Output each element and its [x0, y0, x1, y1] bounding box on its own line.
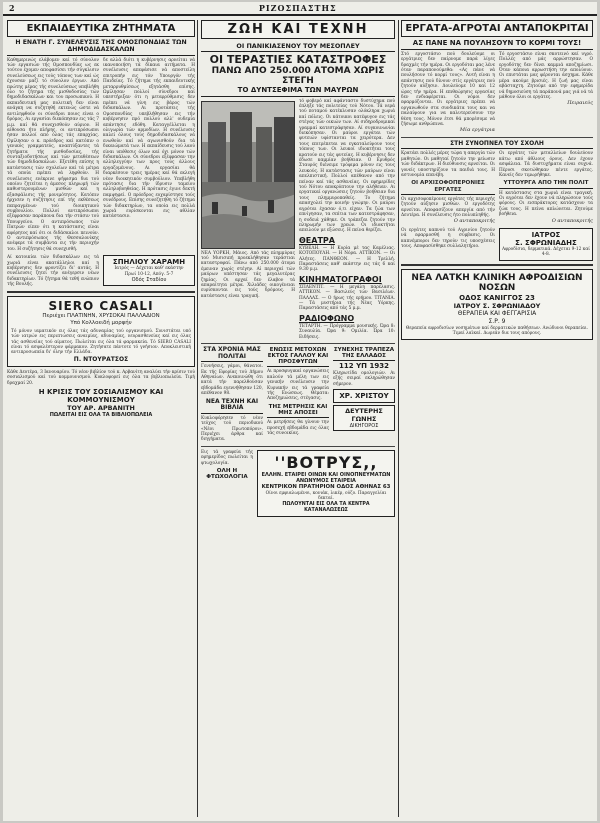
- body-text: Κρατάει πολλές μέρες τώρα η απεργία τών μαθητών. Οι μαθηταί ζητούν την μείωσιν τών διδάκτρων. Η διεύθυνσις αρνείται. Οι γονείς υποστηρίζουν τα παιδιά τους. Η αστυνομία επενέβη. ΟΙ ΑΡΧΙΣΟΦΟΠΕΡΟΝΙΕΣ ΕΡΓΑΤΕΣ Οι αρχισοφοπέρονες εργάτες τής περιοχής ζητούν αύξησιν μισθών. Ο εργοδότης αρνείται. Αποφασίζουν απεργία από τήν Δευτέρα. Η συνέλευσις ήτο πολυπληθής. Ο ανταποκριτής: [401, 151, 495, 225]
- body-text: ΣΠΛΕΝΤΙΤ. — Η μεγάλη παρέλασις. ΑΤΤΙΚΟΝ. — Βασιλεύς τών Βασιλέων. ΠΑΛΛΑΣ. — Ο ήρως τής ερήμου. ΤΙΤΑΝΙΑ. — Τά μυστήρια τής Νέας Υόρκης. Παραστάσεις από τάς 5 μ.μ.: [299, 284, 395, 312]
- ad-doctor: [499, 228, 593, 261]
- column-rule: [398, 20, 399, 817]
- mini-title: ΤΗΣ ΜΕΤΡΗΣΙΣ ΚΑΙ ΜΗΣ ΑΠΟΣΕΙ: [267, 404, 329, 418]
- radio-heading: ΡΑΔΙΟΦΩΝΟ: [299, 313, 355, 323]
- signature: Μία εργάτρια: [459, 127, 495, 134]
- flood-photo: [201, 101, 295, 249]
- body-text: ΝΕΑ ΥΟΡΚΗ, Μάιος. Από τάς πλημμύρας τού Μισισιπή προεκλήθησαν τεράστιαι καταστροφαί. Πάνω από 250.000 άτομα έμειναν χωρίς στέγην. Αί περιοχαί τών μαύρων υπέστησαν τάς μεγαλυτέρας ζημίας. Οι αρχαί δεν έλαβον τά απαραίτητα μέτρα. Χιλιάδες οικογένειαι ευρίσκονται εις τούς δρόμους. Η κατάστασις είναι τραγική.: [201, 250, 295, 299]
- body-text: Αι προσφυγικαί οργανώσεις καλούν τά μέλη των εις γενικήν συνέλευσιν την Κυριακήν εις τά γραφεία τής Ενώσεως. Θέματα: Αποζημιώσεις, στέγασις.: [267, 369, 329, 402]
- ad-row: [7, 255, 195, 287]
- ad-address: Οδός Σταδίου: [131, 277, 167, 284]
- ad-title: SIERO CASALI: [48, 298, 154, 313]
- body-text: Κάθε Δευτέρα, 3 Ιανουαρίου. Τό νέον βιβλίον τού κ. Αρβανίτη αναλύει τήν κρίσιν τού σοσιαλισμού καί τού κομμουνισμού. Κυκλοφορεί εις όλα τα βιβλιοπωλεία. Τιμή δραχμαί 20.: [7, 369, 195, 386]
- ad-votrys: [257, 450, 395, 517]
- ad-title: ΝΕΑ ΛΑΤΚΗ ΚΛΙΝΙΚΗ ΑΦΡΟΔΙΣΙΩΝ ΝΟΣΩΝ: [411, 272, 583, 293]
- article-body: [401, 52, 593, 134]
- ad-address: ΚΕΝΤΡΙΚΟΝ ΠΡΑΤΗΡΙΟΝ ΟΔΟΣ ΑΘΗΝΑΣ 63: [261, 483, 391, 490]
- section-heading: ΕΚΠΑΙΔΕΥΤΙΚΑ ΖΗΤΗΜΑΤΑ: [7, 20, 195, 37]
- article-headline: ΣΤΗ ΣΥΝΟΠΝΕΛ ΤΟΥ ΣΧΟΛΗ: [401, 141, 593, 150]
- book-note: ΠΩΛΕΙΤΑΙ ΕΙΣ ΟΛΑ ΤΑ ΒΙΒΛΙΟΠΩΛΕΙΑ: [49, 412, 153, 419]
- ad-subtitle: ΔΙΚΗΓΟΡΟΣ: [349, 423, 379, 430]
- body-text: Τό εργοστάσιο είναι σκοτεινό καί υγρό. Πολλές από μάς αρρώστησαν. Ο εργοδότης δεν δίνει καμμιά αποζημίωσι. Όταν κάποια αρρωστήση την απολύουν. Οι επιστάται μας φέρονται άσχημα. Κάθε μέρα ακούμε βρισιές. Η ζωή μας είναι αβάσταχτη. Ζητούμε από την εφημερίδα νά δημοσιεύση τά παράπονά μας γιά νά τά μάθουν όλοι οι εργάτες. Πειραιεύς: [499, 51, 593, 107]
- ad-title: ΧΡ. ΧΡΙΣΤΟΥ: [339, 392, 389, 401]
- book-title: Η ΚΡΙΣΙΣ ΤΟΥ ΣΟΣΙΑΛΙΣΜΟΥ ΚΑΙ ΚΟΜΜΟΥΝΙΣΜΟΥ: [38, 387, 164, 404]
- ad-lawyer: [333, 405, 395, 431]
- book-author: ΤΟΥ ΑΡ. ΑΡΒΑΝΙΤΗ: [67, 404, 135, 413]
- body-text: τό φοβερό καί αφάνταστο δυστύχημα πού έπληξε τάς πολιτείας τού Νότου. Τά νερά τού ποταμού κατέκλυσαν ολόκληρα χωριά καί πόλεις. Οι κάτοικοι κατέφυγον εις τάς στέγας τών οικιών των. Αί σιδηροδρομικαί γραμμαί κατεστράφησαν. Αί συγκοινωνίαι διεκόπησαν. Οι μαύροι εργάται τών φυτειών υφίστανται τα χειρότερα. Δεν τους επιτρέπεται να εγκαταλείψουν τους τόπους των. Οι λευκοί ιδιοκτήται τους κρατούν εις τάς φυτείας. Η κυβέρνησις δεν έδωσε καμμίαν βοήθειαν. Ο Ερυθρός Σταυρός διένειμε τρόφιμα μόνον εις τους λευκούς. Η κατάστασις τών μαύρων είναι απελπιστική. Πολλοί απέθανον από την πείναν καί τάς ασθενείας. Οι εφημερίδες τού Νότου αποκρύπτουν την αλήθειαν. Αι εργατικαί οργανώσεις ζητούν βοήθειαν δια τους πλημμυροπαθείς. Το ζήτημα απασχολεί την κοινήν γνώμην. Οι μαύροι αγρόται έχασαν ό,τι είχαν. Τα ζώα των επνίγησαν, τα σπίτια των κατεστράφησαν, η σοδειά χάθηκε. Οι τράπεζαι ζητούν την πληρωμήν των χρεών. Οι ιδιοκτήται απειλούν με εξώσεις. Η πείνα θερίζει.: [299, 98, 395, 234]
- ad-subtitle: Περιέχει ΠΛΑΤΙΝΗΝ, ΧΡΥΣΟΚΑΙ ΠΑΛΛΑΔΙΟΝ: [42, 312, 160, 319]
- paper-name: ΡΙΖΟΣΠΑΣΤΗΣ: [258, 3, 337, 13]
- body-text: Γεννήσεις, γάμοι, θάνατοι. Εκ τής Εφορίας τού Δήμου Αθηναίων. Ανεκοινώθη ότι κατά τήν παρελθούσαν εβδομάδα εγεννήθησαν 120, απέθανον 98.: [201, 364, 263, 397]
- bank-number: 112 ΥΠ 1932: [339, 362, 389, 371]
- ad-charami: [103, 255, 195, 287]
- article-headline: ΟΙ ΑΡΧΙΣΟΦΟΠΕΡΟΝΙΕΣ ΕΡΓΑΤΕΣ: [401, 180, 495, 194]
- running-head: [3, 2, 597, 16]
- ad-title: ''ΒΟΤΡΥΣ,,: [274, 452, 378, 472]
- body-text: Αί κατοικίαι τών διδασκάλων εις τά χωριά είναι ακατάλληλοι καί η κυβέρνησις δεν φροντίζει δι' αυτάς. Η συνέλευσις ζητεί τήν ανέγερσιν νέων διδακτηρίων. Τό ζήτημα θά τεθή ενώπιον τής Βουλής.: [7, 255, 99, 288]
- ad-agent-name: Π. ΝΤΟΥΡΑΤΣΟΣ: [73, 355, 129, 363]
- article-headline: ΟΙ ΤΕΡΑΣΤΙΕΣ ΚΑΤΑΣΤΡΟΦΕΣ: [209, 53, 387, 66]
- column-right: [401, 20, 593, 817]
- ad-title: ΙΑΤΡΟΣ: [531, 230, 561, 239]
- signature: Πειραιεύς: [567, 100, 593, 107]
- mini-title: ΣΤΑ ΧΡΟΝΙΑ ΜΑΣ ΠΟΛΙΤΑΙ: [201, 347, 263, 362]
- body-text: ΤΕΤΑΡΤΗ. — Πρόγραμμα μουσικής. Ώρα 8: Συναυλία. Ώρα 9: Ομιλία. Ώρα 10: Ειδήσεις.: [299, 323, 395, 340]
- photo-illustration: [202, 102, 295, 249]
- body-text: Κληρωτίδα ομολογιών. Αι εξής σειραί εκληρώθησαν σήμερον.: [333, 370, 395, 387]
- ad-address: ΟΔΟΣ ΚΑΝΙΓΓΟΣ 23: [459, 293, 535, 302]
- article-headline: ΑΣ ΠΑΝΕ ΝΑ ΠΟΥΛΗΣΟΥΝ ΤΟ ΚΟΡΜΙ ΤΟΥΣ!: [401, 40, 593, 50]
- signature: Ο ανταποκριτής: [551, 217, 593, 224]
- body-text: Αφροδίσια, δερματικά. Δέχεται 9-12 καί 4-8.: [502, 246, 590, 258]
- article-subheadline: ΤΟ ΔΥΝΤΣΕΦΙΜΑ ΤΩΝ ΜΑΥΡΩΝ: [201, 87, 395, 97]
- newspaper-page: [3, 2, 597, 821]
- ad-title: ΣΠΗΛΙΟΥ ΧΑΡΑΜΗ: [112, 258, 186, 267]
- theatre-heading: ΘΕΑΤΡΑ: [299, 235, 335, 245]
- body-text: Οίνοι εμφιαλωμένοι, κονιάκ, λικέρ, ούζο. Παραγγελίαι δεκταί.: [265, 490, 387, 502]
- ad-doctor-name: ΙΑΤΡΟΥ Σ. ΣΦΡΩΝΙΑΔΟΥ: [453, 301, 541, 310]
- ad-siero-casali: [7, 296, 195, 367]
- body-text: δε αλλά διότι η κυβέρνησις αρνείται νά ικανοποιήση τά δίκαια αιτήματα. Η συνέλευσις απεφάσισε νά αποστείλη επιτροπήν εις τόν Υπουργόν τής Παιδείας. Τό ζήτημα τής εκπαιδευτικής μεταρρυθμίσεως εξητάσθη επίσης. Ωμίλησαν πολλοί σύνεδροι καί υπεστήριξαν ότι η μεταρρύθμισις δεν πρέπει νά γίνη εις βάρος τών διδασκάλων. Αι προτάσεις τής Ομοσπονδίας υπεβλήθησαν εις τήν κυβέρνησιν πρό πολλού αλλ' ουδεμία απάντησις εδόθη. Καταγγέλλεται η ολιγωρία τών αρμοδίων. Η συνέλευσις καλεί όλους τούς δημοδιδασκάλους νά ενωθούν καί νά αγωνισθούν δια τά δικαιώματά των. Η εκπαίδευσις τού λαού είναι υπόθεσις όλων καί όχι μόνον τών διδασκάλων. Οι σύνεδροι εξέφρασαν την αλληλεγγύην των προς τούς άλλους εργαζομένους. Αι εργασίαι θά διαρκέσουν τρεις ημέρας καί θά εκλεγή νέον διοικητικόν συμβούλιον. Υπεβλήθη πρότασις δια τήν ίδρυσιν ταμείου αλληλοβοηθείας. Η πρότασις έγινε δεκτή παμψηφεί. Ο πρόεδρος ευχαρίστησε τούς συνέδρους. Επίσης συνεζητήθη τό ζήτημα τών διδακτηρίων, τα οποία εις πολλά χωριά ευρίσκονται εις αθλίαν κατάστασιν.: [103, 57, 195, 220]
- mini-title: ΝΕΑ ΤΕΧΝΗ ΚΑΙ ΒΙΒΛΙΑ: [201, 399, 263, 414]
- ad-christou: [333, 389, 395, 403]
- signature: Ο ανταποκριτής: [453, 218, 495, 225]
- article-headline: ΥΤΤΟΥΡΓΑ ΑΠΟ ΤΗΝ ΠΟΛΙΤ: [499, 180, 593, 188]
- section-heading: ΕΡΓΑΤΑ-ΑΓΡΟΤΑΙ ΑΝΤΑΠΟΚΡΙΤΑΙ: [401, 20, 593, 37]
- column-rule: [197, 20, 198, 817]
- mini-ads: [201, 347, 395, 443]
- body-text: Οι εργάτες καπνού τού Αγρινίου ζητούν νά εφαρμοσθή η σύμβασις. Οι καπνέμποροι δεν τηρούν τις υποσχέσεις τους. Αποφασίσθηκε συλλαλητήριο.: [401, 227, 495, 249]
- mini-title: ΕΝΩΣΙΣ ΜΕΤΟΧΩΝ ΕΚΤΟΣ ΓΑΛΛΟΥ ΚΑΙ ΠΡΟΣΦΥΓΩΝ: [267, 347, 329, 367]
- ad-hours: Σ.Ρ. 9: [488, 317, 506, 325]
- bottom-ad-title: ΟΛΗ Η ΦΤΩΧΟΛΟΓΙΑ: [206, 468, 248, 481]
- article-headline: Η ΕΝΑΤΗ Γ. ΣΥΝΕΛΕΥΣΙΣ ΤΗΣ ΟΜΟΣΠΟΝΔΙΑΣ ΤΩΝ ΔΗΜΟΔΙΔΑΣΚΑΛΩΝ: [7, 40, 195, 56]
- body-text: Θεραπεία αφροδισίων νοσημάτων καί δερματικών παθήσεων. Ανώδυνοι θεραπείαι. Τιμαί λαϊκαί. Δωρεάν δια τους απόρους.: [405, 325, 589, 336]
- body-text: Αι μετρήσεις θα γίνουν την προσεχή εβδομάδα εις όλας τάς συνοικίας.: [267, 420, 329, 436]
- body-text: Κυκλοφόρησεν τό νέον τεύχος τού περιοδικού «Νέοι Πρωτοπόροι». Περιέχει άρθρα καί διηγήματα.: [201, 415, 263, 443]
- page-number: 2: [9, 3, 15, 13]
- ad-subtitle: ΕΛΛΗΝ. ΕΤΑΙΡΕΙ ΟΙΝΩΝ ΚΑΙ ΟΙΝΟΠΝΕΥΜΑΤΩΝ ΑΝΩΝΥΜΟΣ ΕΤΑΙΡΕΙΑ: [261, 471, 391, 484]
- body-text: Εις τά γραφεία τής εφημερίδος πωλείται η φτωχολογία.: [201, 449, 253, 466]
- column-middle: [201, 20, 395, 817]
- ad-title: ΔΕΥΤΕΡΗΣ ΓΩΝΗΣ: [345, 407, 383, 424]
- body-text: Ιατρός — Δέχεται καθ' εκάστην Πρωί 10-12, Απόγ. 5-7: [114, 266, 184, 277]
- ad-doctor-name: Σ. ΣΦΡΩΝΙΑΔΗΣ: [515, 238, 577, 247]
- body-text: Στό εργοστάσιο πού δουλεύομε οι εργάτριες δεν παίρνομε παρά λίγες δραχμές τήν ημέρα. Οι εργοδόται μας λένε όταν παραπονούμεθα: «Ας πάνε νά πουλήσουν τό κορμί τους». Αυτή είναι η απάντησις πού δίνουν στίς εργάτριες πού ζητούν αύξησιν. Δουλεύομε 10 καί 12 ώρες τήν ημέρα. Η επιθεώρησις εργασίας δεν ενδιαφέρεται. Οι νόμοι δεν εφαρμόζονται. Οι εργάτριες πρέπει νά οργανωθούν στα συνδικάτα τους και να παλαίψουν για να καλυτερεύσουν την θέση τους. Μόνον έτσι θά μπορέσομε νά ζήσωμε ανθρώπινα. Μία εργάτρια: [401, 51, 495, 134]
- cinema-heading: ΚΙΝΗΜΑΤΟΓΡΑΦΟΙ: [299, 274, 382, 284]
- body-text: Τό μόνον ιαματικόν εις όλας τάς αδυναμίας τού οργανισμού. Συνιστάται υπό τών ιατρών εις περιπτώσεις αναιμίας, αδυναμίας, νευρασθενείας καί εις όλας τάς ασθενείας τού αίματος. Πωλείται εις όλα τά φαρμακεία. Τό SIERO CASALI είναι τό ασφαλέστερον φάρμακον. Ζητήσατε πάντοτε τό γνήσιον. Αποκλειστική αντιπροσωπεία δι' όλην τήν Ελλάδα.: [11, 328, 191, 356]
- article-kicker: ΟΙ ΠΑΝΙΚΙΑΣΕΝΟΥ ΤΟΥ ΜΕΣΟΠΛΕΥ: [201, 42, 395, 52]
- ad-note: ΘΕΡΑΠΕΙΑ ΚΑΙ ΦΕΓΓΑΡΙΣΙΑ: [457, 309, 537, 317]
- section-heading: ΖΩΗ ΚΑΙ ΤΕΧΝΗ: [201, 20, 395, 39]
- body-text: ΚΥΒΕΛΗ. — Η Κυρία μέ τας Καμέλιας. ΚΟΤΟΠΟΥΛΗ. — Η Νόρα. ΑΤΤΙΚΟΝ. — Οι Αλήτες. ΠΑΝΘΕΟΝ. — Η Τρελλή. Παραστάσεις καθ' εκάστην εις τάς 6 καί 9.30 μ.μ.: [299, 245, 395, 273]
- article-subheadline: ΠΑΝΩ ΑΠΟ 250.000 ΑΤΟΜΑ ΧΩΡΙΣ ΣΤΕΓΗ: [211, 66, 385, 86]
- mini-title: ΣΥΝΕΧΗΣ ΤΡΑΠΕΖΑ ΤΗΣ ΕΛΛΑΔΟΣ: [333, 347, 395, 361]
- column-left: [7, 20, 195, 817]
- article-body: [7, 58, 195, 253]
- ad-clinic: [401, 269, 593, 341]
- body-text: Οι εργάτες τών μεταλλείων δουλεύουν κάτω από άθλιους όρους. Δεν έχουν ασφάλεια. Τά δυστυχήματα είναι συχνά. Πέρυσι σκοτώθηκαν πέντε εργάτες. Κανείς δεν τιμωρήθηκε. ΥΤΤΟΥΡΓΑ ΑΠΟ ΤΗΝ ΠΟΛΙΤ Η κατάστασις στα χωριά είναι τραγική. Οι αγρόται δεν έχουν νά πληρώσουν τούς φόρους. Οι εισπράκτορες κατάσχουν τα ζώα τους. Η πείνα απλώνεται. Ζητούμε βοήθεια. Ο ανταποκριτής: [499, 151, 593, 224]
- ad-footer: ΠΩΛΟΥΝΤΑΙ ΕΙΣ ΟΛΑ ΤΑ ΚΕΝΤΡΑ ΚΑΤΑΝΑΛΩΣΕΩΣ: [282, 501, 370, 513]
- body-text: Καθημερινώς ελάβομεν καί τό σύνολον τών εργασιών τής Ομοσπονδίας ως εκ τούτου έχομεν αποφασίσει τήν σύγκλισιν συνελεύσεως εις τούς τόπους των καί ώς έχουσαν μαζί τό σύνολον έργων. Από πρώτης μέρας τής συνελεύσεως υπεβλήθη όλο το ζήτημα τής μισθοδοσίας τών δημοδιδασκάλων και του προσωπικού. Η εκπαιδευτική μας πολιτική δεν είναι ανάγκη να συζητηθή εκτενώς ώστε νά αντιληφθούν οι σύνεδροι ποιος είναι ο δρόμος. Αι εργασίαι διεκόπησαν εις τάς 7 μ.μ. καί θά συνεχισθούν αύριον. Η αίθουσα ήτο πλήρης, οι αντιπρόσωποι ήσαν πολλοί από όλας τάς επαρχίας. Ομίλησαν ο κ. πρόεδρος καί κατόπιν ο γενικός γραμματεύς, αναπτύξαντες τά ζητήματα τής μισθοδοσίας, τής συνταξιοδοτήσεως καί τών μεταθέσεων τών δημοδιδασκάλων. Εξετέθη επίσης η κατάστασις τών σχολείων καί τά μέτρα τά οποία πρέπει νά ληφθούν. Η συνέλευσις ενέκρινε ψήφισμα δια τού οποίου ζητείται η άμεσος πληρωμή τών καθυστερουμένων μισθών καί η εξασφάλισις τής μονιμότητος. Κατόπιν ήρχισεν η συζήτησις επί τής εκθέσεως πεπραγμένων τού διοικητικού συμβουλίου. Πολλοί αντιπρόσωποι εξέφρασαν παράπονα δια τήν στάσιν τού Υπουργείου. Ο αντιπρόσωπος τών Πατρών είπεν ότι η κατάστασις είναι αφόρητος καί ότι οι διδάσκαλοι πεινούν. Ο αντιπρόσωπος τής Θεσσαλονίκης ανέφερε τά συμβάντα εις τήν περιοχήν του. Η συζήτησις θά συνεχισθή.: [7, 57, 99, 252]
- ad-subtitle: Υπό Κολλοειδή μορφήν: [70, 319, 132, 326]
